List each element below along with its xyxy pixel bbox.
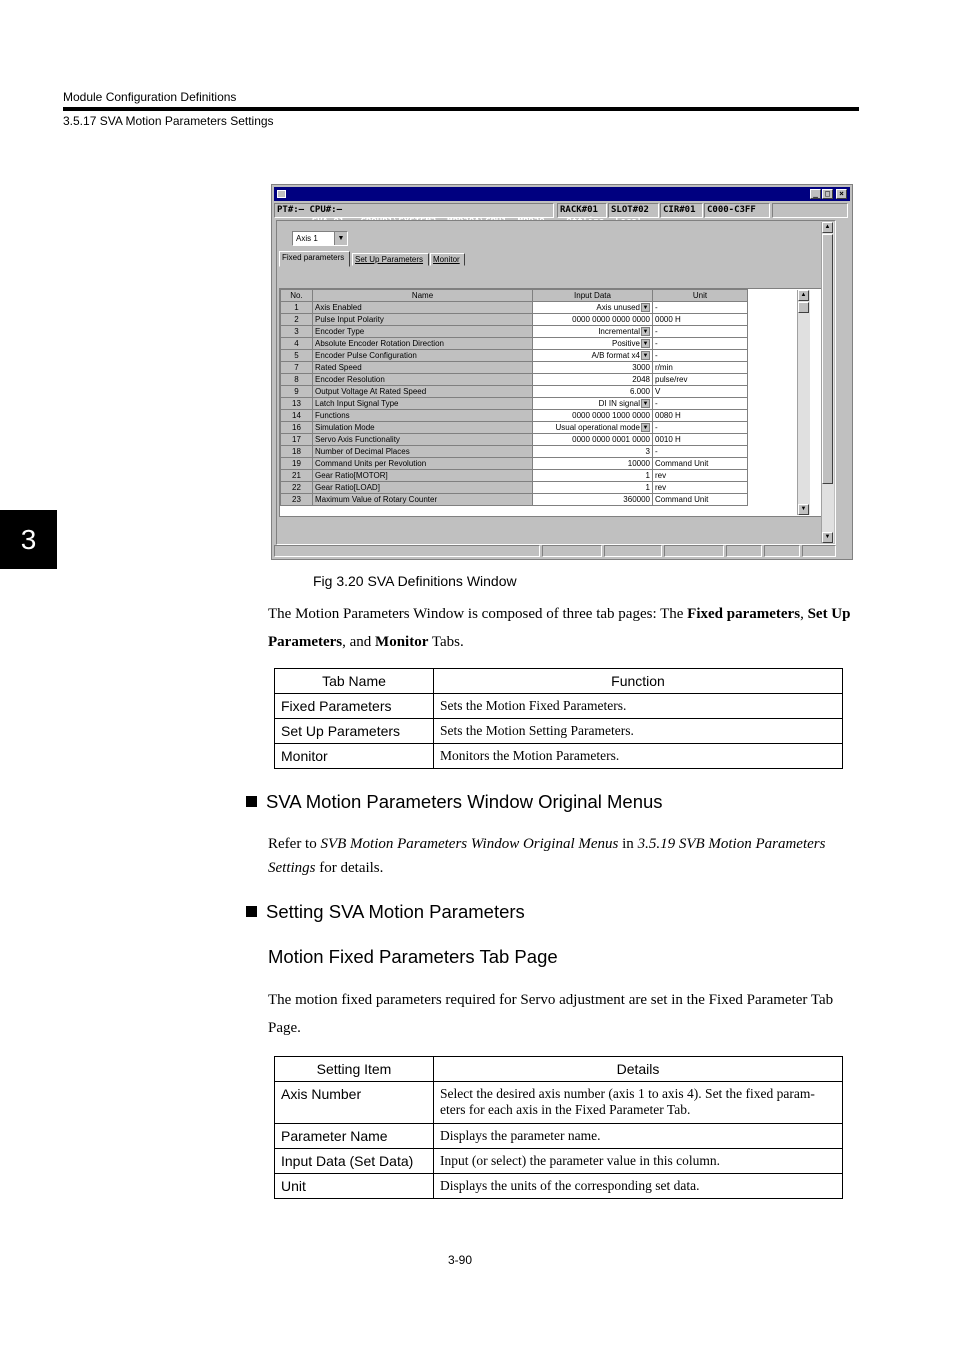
param-input[interactable] (533, 398, 653, 410)
param-name (313, 314, 533, 326)
param-unit-text: - (655, 303, 658, 312)
param-name (313, 494, 533, 506)
param-name-text: Output Voltage At Rated Speed (315, 387, 427, 396)
param-no (281, 422, 313, 434)
table-cell: Parameter Name (275, 1124, 434, 1149)
tab-set-up-parameters[interactable]: Set Up Parameters (352, 253, 429, 266)
table-header-row (275, 669, 843, 694)
param-input[interactable] (533, 422, 653, 434)
header-cell: Function (434, 669, 843, 694)
square-bullet-icon (246, 906, 257, 917)
slot-field: SLOT#02 (608, 203, 659, 218)
parameter-table (280, 289, 748, 506)
grid-row[interactable] (281, 446, 748, 458)
param-name-text: Maximum Value of Rotary Counter (315, 495, 438, 504)
status-pane (664, 545, 724, 557)
param-input-text: Usual operational mode (555, 423, 640, 432)
tab-function-table (274, 668, 843, 769)
param-input-text: 0000 0000 1000 0000 (572, 411, 650, 420)
param-name (313, 302, 533, 314)
param-no (281, 446, 313, 458)
status-pane (802, 545, 836, 557)
grid-row[interactable] (281, 482, 748, 494)
param-input-text: Positive (611, 339, 640, 348)
param-input-text: DI IN signal (598, 399, 640, 408)
param-name-text: Latch Input Signal Type (315, 399, 399, 408)
param-no (281, 350, 313, 362)
param-input[interactable] (533, 434, 653, 446)
dropdown-arrow-icon[interactable]: ▼ (642, 305, 649, 312)
table-row (275, 1124, 843, 1149)
param-no-text: 22 (292, 483, 301, 492)
param-input-text: Axis unused (596, 303, 640, 312)
axis-select-value: Axis 1 (296, 234, 318, 243)
param-unit-text: - (655, 423, 658, 432)
table-cell: Input Data (Set Data) (275, 1149, 434, 1174)
param-name-text: Gear Ratio[MOTOR] (315, 471, 388, 480)
param-no (281, 314, 313, 326)
column-header-name: Name (313, 290, 533, 302)
dropdown-arrow-icon[interactable]: ▼ (642, 329, 649, 336)
section2-paragraph: The motion fixed parameters required for Servo adjustment are set in the Fixed Parameter Tab Page. (268, 992, 834, 1036)
param-input-text: 360000 (623, 495, 650, 504)
pt-cpu-field: PT#:– CPU#:– (274, 203, 554, 218)
para-text: in (618, 836, 638, 852)
content-panel (276, 220, 836, 545)
sva-definitions-window (271, 184, 853, 560)
param-unit (653, 314, 748, 326)
param-unit (653, 398, 748, 410)
param-no (281, 398, 313, 410)
param-unit (653, 434, 748, 446)
param-name-text: Servo Axis Functionality (315, 435, 400, 444)
panel-scrollbar[interactable] (821, 222, 834, 543)
section-heading (246, 791, 663, 813)
table-cell: Sets the Motion Fixed Parameters. (434, 694, 843, 719)
param-name (313, 362, 533, 374)
param-unit-text: - (655, 399, 658, 408)
status-pane (764, 545, 800, 557)
cir-field: CIR#01 (660, 203, 703, 218)
param-unit (653, 410, 748, 422)
table-cell: Sets the Motion Setting Parameters. (434, 719, 843, 744)
param-unit-text: - (655, 351, 658, 360)
param-input-text: 10000 (627, 459, 650, 468)
param-name (313, 386, 533, 398)
grid-row[interactable] (281, 314, 748, 326)
param-name (313, 338, 533, 350)
app-icon (277, 190, 286, 198)
param-name-text: Pulse Input Polarity (315, 315, 384, 324)
param-name (313, 326, 533, 338)
table-cell: Unit (275, 1174, 434, 1199)
param-unit (653, 494, 748, 506)
param-unit (653, 302, 748, 314)
table-row (275, 744, 843, 769)
param-no (281, 362, 313, 374)
param-no (281, 434, 313, 446)
param-no-text: 14 (292, 411, 301, 420)
intro-bold: Monitor (375, 634, 429, 650)
table-row (275, 1174, 843, 1199)
param-input-text: 3 (645, 447, 650, 456)
grid-scrollbar[interactable] (797, 290, 810, 515)
table-cell: Monitor (275, 744, 434, 769)
param-no-text: 21 (292, 471, 301, 480)
header-rule (63, 107, 859, 111)
param-unit-text: - (655, 447, 658, 456)
running-header-section: Module Configuration Definitions (63, 90, 237, 104)
param-unit-text: 0080 H (655, 411, 681, 420)
param-unit (653, 326, 748, 338)
dropdown-arrow-icon[interactable]: ▼ (642, 353, 649, 360)
status-pane (726, 545, 762, 557)
param-no-text: 9 (294, 387, 299, 396)
table-cell: Select the desired axis number (axis 1 to axis 4). Set the fixed param-eters for each axis in the Fixed Parameter Tab. (434, 1082, 843, 1124)
param-no (281, 386, 313, 398)
grid-row[interactable] (281, 338, 748, 350)
para-italic: 3.5.19 SVB Motion Parameters Settings (268, 836, 826, 876)
axis-select[interactable] (292, 231, 348, 246)
param-no-text: 4 (294, 339, 299, 348)
panel-scroll-thumb[interactable] (822, 234, 833, 484)
grid-header-row (281, 290, 748, 302)
para-text: Refer to (268, 836, 321, 852)
grid-row[interactable] (281, 410, 748, 422)
param-unit (653, 482, 748, 494)
param-name (313, 374, 533, 386)
param-unit (653, 374, 748, 386)
param-input[interactable] (533, 410, 653, 422)
param-no (281, 326, 313, 338)
param-name-text: Command Units per Revolution (315, 459, 427, 468)
figure-caption: Fig 3.20 SVA Definitions Window (313, 573, 517, 589)
section-heading-text: SVA Motion Parameters Window Original Menus (266, 791, 663, 812)
grid-row[interactable] (281, 422, 748, 434)
param-no-text: 8 (294, 375, 299, 384)
param-input[interactable] (533, 470, 653, 482)
table-cell: Input (or select) the parameter value in this column. (434, 1149, 843, 1174)
param-no-text: 1 (294, 303, 299, 312)
section-heading (246, 901, 525, 923)
header-cell: Tab Name (275, 669, 434, 694)
chapter-tab: 3 (0, 510, 57, 569)
param-no (281, 302, 313, 314)
param-input[interactable] (533, 458, 653, 470)
param-name (313, 410, 533, 422)
param-no-text: 2 (294, 315, 299, 324)
table-cell: Displays the units of the corresponding set data. (434, 1174, 843, 1199)
table-cell: Fixed Parameters (275, 694, 434, 719)
grid-row[interactable] (281, 302, 748, 314)
param-no-text: 16 (292, 423, 301, 432)
param-input[interactable] (533, 494, 653, 506)
scroll-down-icon[interactable]: ▼ (798, 504, 809, 515)
param-unit (653, 458, 748, 470)
bottom-status-bar (274, 545, 850, 557)
param-input-text: 1 (645, 471, 650, 480)
column-header-no: No. (281, 290, 313, 302)
param-no-text: 5 (294, 351, 299, 360)
param-name-text: Number of Decimal Places (315, 447, 410, 456)
param-no-text: 17 (292, 435, 301, 444)
param-input[interactable] (533, 374, 653, 386)
param-input[interactable] (533, 482, 653, 494)
param-no (281, 374, 313, 386)
param-input-text: 0000 0000 0000 0000 (572, 315, 650, 324)
dropdown-arrow-icon[interactable]: ▼ (642, 425, 649, 432)
param-name (313, 458, 533, 470)
setting-item-table (274, 1056, 843, 1199)
param-unit (653, 470, 748, 482)
param-unit (653, 422, 748, 434)
param-name-text: Simulation Mode (315, 423, 375, 432)
table-cell: Monitors the Motion Parameters. (434, 744, 843, 769)
param-no-text: 19 (292, 459, 301, 468)
param-no-text: 7 (294, 363, 299, 372)
param-no-text: 18 (292, 447, 301, 456)
param-input[interactable] (533, 362, 653, 374)
param-name-text: Functions (315, 411, 350, 420)
param-unit-text: rev (655, 483, 667, 492)
param-input[interactable] (533, 446, 653, 458)
parameter-grid (279, 288, 829, 517)
param-unit-text: V (655, 387, 661, 396)
intro-bold: Set Up Parameters (268, 606, 851, 650)
status-pane (604, 545, 662, 557)
rack-field: RACK#01 (557, 203, 607, 218)
intro-text: , and (342, 634, 376, 650)
param-input[interactable] (533, 386, 653, 398)
table-row (275, 1082, 843, 1124)
param-no-text: 13 (292, 399, 301, 408)
intro-text: , (800, 606, 808, 622)
grid-row[interactable] (281, 470, 748, 482)
empty-field (772, 203, 848, 218)
param-unit-text: 0000 H (655, 315, 681, 324)
table-cell: Displays the parameter name. (434, 1124, 843, 1149)
grid-row[interactable] (281, 494, 748, 506)
param-no (281, 494, 313, 506)
range-field: C000-C3FF (704, 203, 770, 218)
param-name-text: Absolute Encoder Rotation Direction (315, 339, 444, 348)
intro-paragraph (268, 600, 858, 656)
param-no (281, 470, 313, 482)
param-unit-text: - (655, 339, 658, 348)
param-input-text: Incremental (598, 327, 640, 336)
panel-scroll-down-icon[interactable]: ▼ (822, 532, 833, 543)
intro-text: Tabs. (428, 634, 464, 650)
maximize-icon[interactable]: □ (822, 189, 833, 199)
param-input-text: 1 (645, 483, 650, 492)
close-icon[interactable]: × (836, 189, 847, 199)
running-header-subsection: 3.5.17 SVA Motion Parameters Settings (63, 114, 274, 128)
param-input-text: 6.000 (629, 387, 650, 396)
grid-row[interactable] (281, 434, 748, 446)
table-row (275, 719, 843, 744)
grid-row[interactable] (281, 386, 748, 398)
param-no-text: 23 (292, 495, 301, 504)
param-no (281, 410, 313, 422)
para-text: for details. (315, 860, 384, 876)
param-unit-text: pulse/rev (655, 375, 688, 384)
scroll-thumb[interactable] (798, 302, 809, 313)
param-input-text: 3000 (632, 363, 650, 372)
dropdown-arrow-icon[interactable]: ▼ (642, 341, 649, 348)
param-unit-text: - (655, 327, 658, 336)
param-unit-text: 0010 H (655, 435, 681, 444)
param-no (281, 458, 313, 470)
param-name (313, 470, 533, 482)
section1-paragraph (268, 832, 858, 880)
param-unit-text: r/min (655, 363, 673, 372)
status-pane (274, 545, 540, 557)
subsection-heading: Motion Fixed Parameters Tab Page (268, 946, 558, 967)
grid-row[interactable] (281, 398, 748, 410)
header-cell: Details (434, 1057, 843, 1082)
param-name (313, 482, 533, 494)
status-pane (542, 545, 602, 557)
param-name-text: Encoder Resolution (315, 375, 385, 384)
tab-fixed-parameters[interactable]: Fixed parameters (279, 251, 350, 267)
square-bullet-icon (246, 796, 257, 807)
table-header-row (275, 1057, 843, 1082)
param-no (281, 338, 313, 350)
param-input-text: A/B format x4 (591, 351, 640, 360)
param-unit (653, 338, 748, 350)
param-name (313, 446, 533, 458)
table-cell: Axis Number (275, 1082, 434, 1124)
param-unit-text: Command Unit (655, 495, 709, 504)
param-name-text: Encoder Type (315, 327, 365, 336)
param-input[interactable] (533, 302, 653, 314)
window-title-bar (274, 187, 850, 201)
param-no (281, 482, 313, 494)
chevron-down-icon[interactable]: ▼ (334, 232, 347, 245)
tab-monitor[interactable]: Monitor (430, 253, 465, 266)
param-name (313, 422, 533, 434)
param-input-text: 0000 0000 0001 0000 (572, 435, 650, 444)
panel-scroll-up-icon[interactable]: ▲ (822, 222, 833, 233)
column-header-unit: Unit (653, 290, 748, 302)
intro-text: The Motion Parameters Window is composed of three tab pages: The (268, 606, 688, 622)
intro-bold: Fixed parameters (687, 606, 801, 622)
param-input[interactable] (533, 326, 653, 338)
page-number: 3-90 (448, 1253, 473, 1267)
param-input[interactable] (533, 314, 653, 326)
header-cell: Setting Item (275, 1057, 434, 1082)
minimize-icon[interactable]: _ (810, 189, 821, 199)
grid-row[interactable] (281, 458, 748, 470)
param-unit-text: rev (655, 471, 667, 480)
para-italic: SVB Motion Parameters Window Original Menus (320, 836, 619, 852)
section-heading-text: Setting SVA Motion Parameters (266, 901, 525, 922)
param-name (313, 398, 533, 410)
param-input[interactable] (533, 338, 653, 350)
param-name-text: Encoder Pulse Configuration (315, 351, 417, 360)
param-input-text: 2048 (632, 375, 650, 384)
param-name-text: Gear Ratio[LOAD] (315, 483, 380, 492)
param-unit (653, 362, 748, 374)
param-unit-text: Command Unit (655, 459, 709, 468)
param-name-text: Axis Enabled (315, 303, 362, 312)
table-row (275, 1149, 843, 1174)
status-row (274, 203, 850, 218)
table-cell: Set Up Parameters (275, 719, 434, 744)
param-unit (653, 350, 748, 362)
dropdown-arrow-icon[interactable]: ▼ (642, 401, 649, 408)
param-name (313, 350, 533, 362)
param-unit (653, 386, 748, 398)
param-name (313, 434, 533, 446)
param-unit (653, 446, 748, 458)
grid-row[interactable] (281, 326, 748, 338)
param-input[interactable] (533, 350, 653, 362)
grid-row[interactable] (281, 362, 748, 374)
column-header-input-data: Input Data (533, 290, 653, 302)
param-name-text: Rated Speed (315, 363, 362, 372)
grid-row[interactable] (281, 374, 748, 386)
param-no-text: 3 (294, 327, 299, 336)
table-row (275, 694, 843, 719)
grid-row[interactable] (281, 350, 748, 362)
scroll-up-icon[interactable]: ▲ (798, 290, 809, 301)
